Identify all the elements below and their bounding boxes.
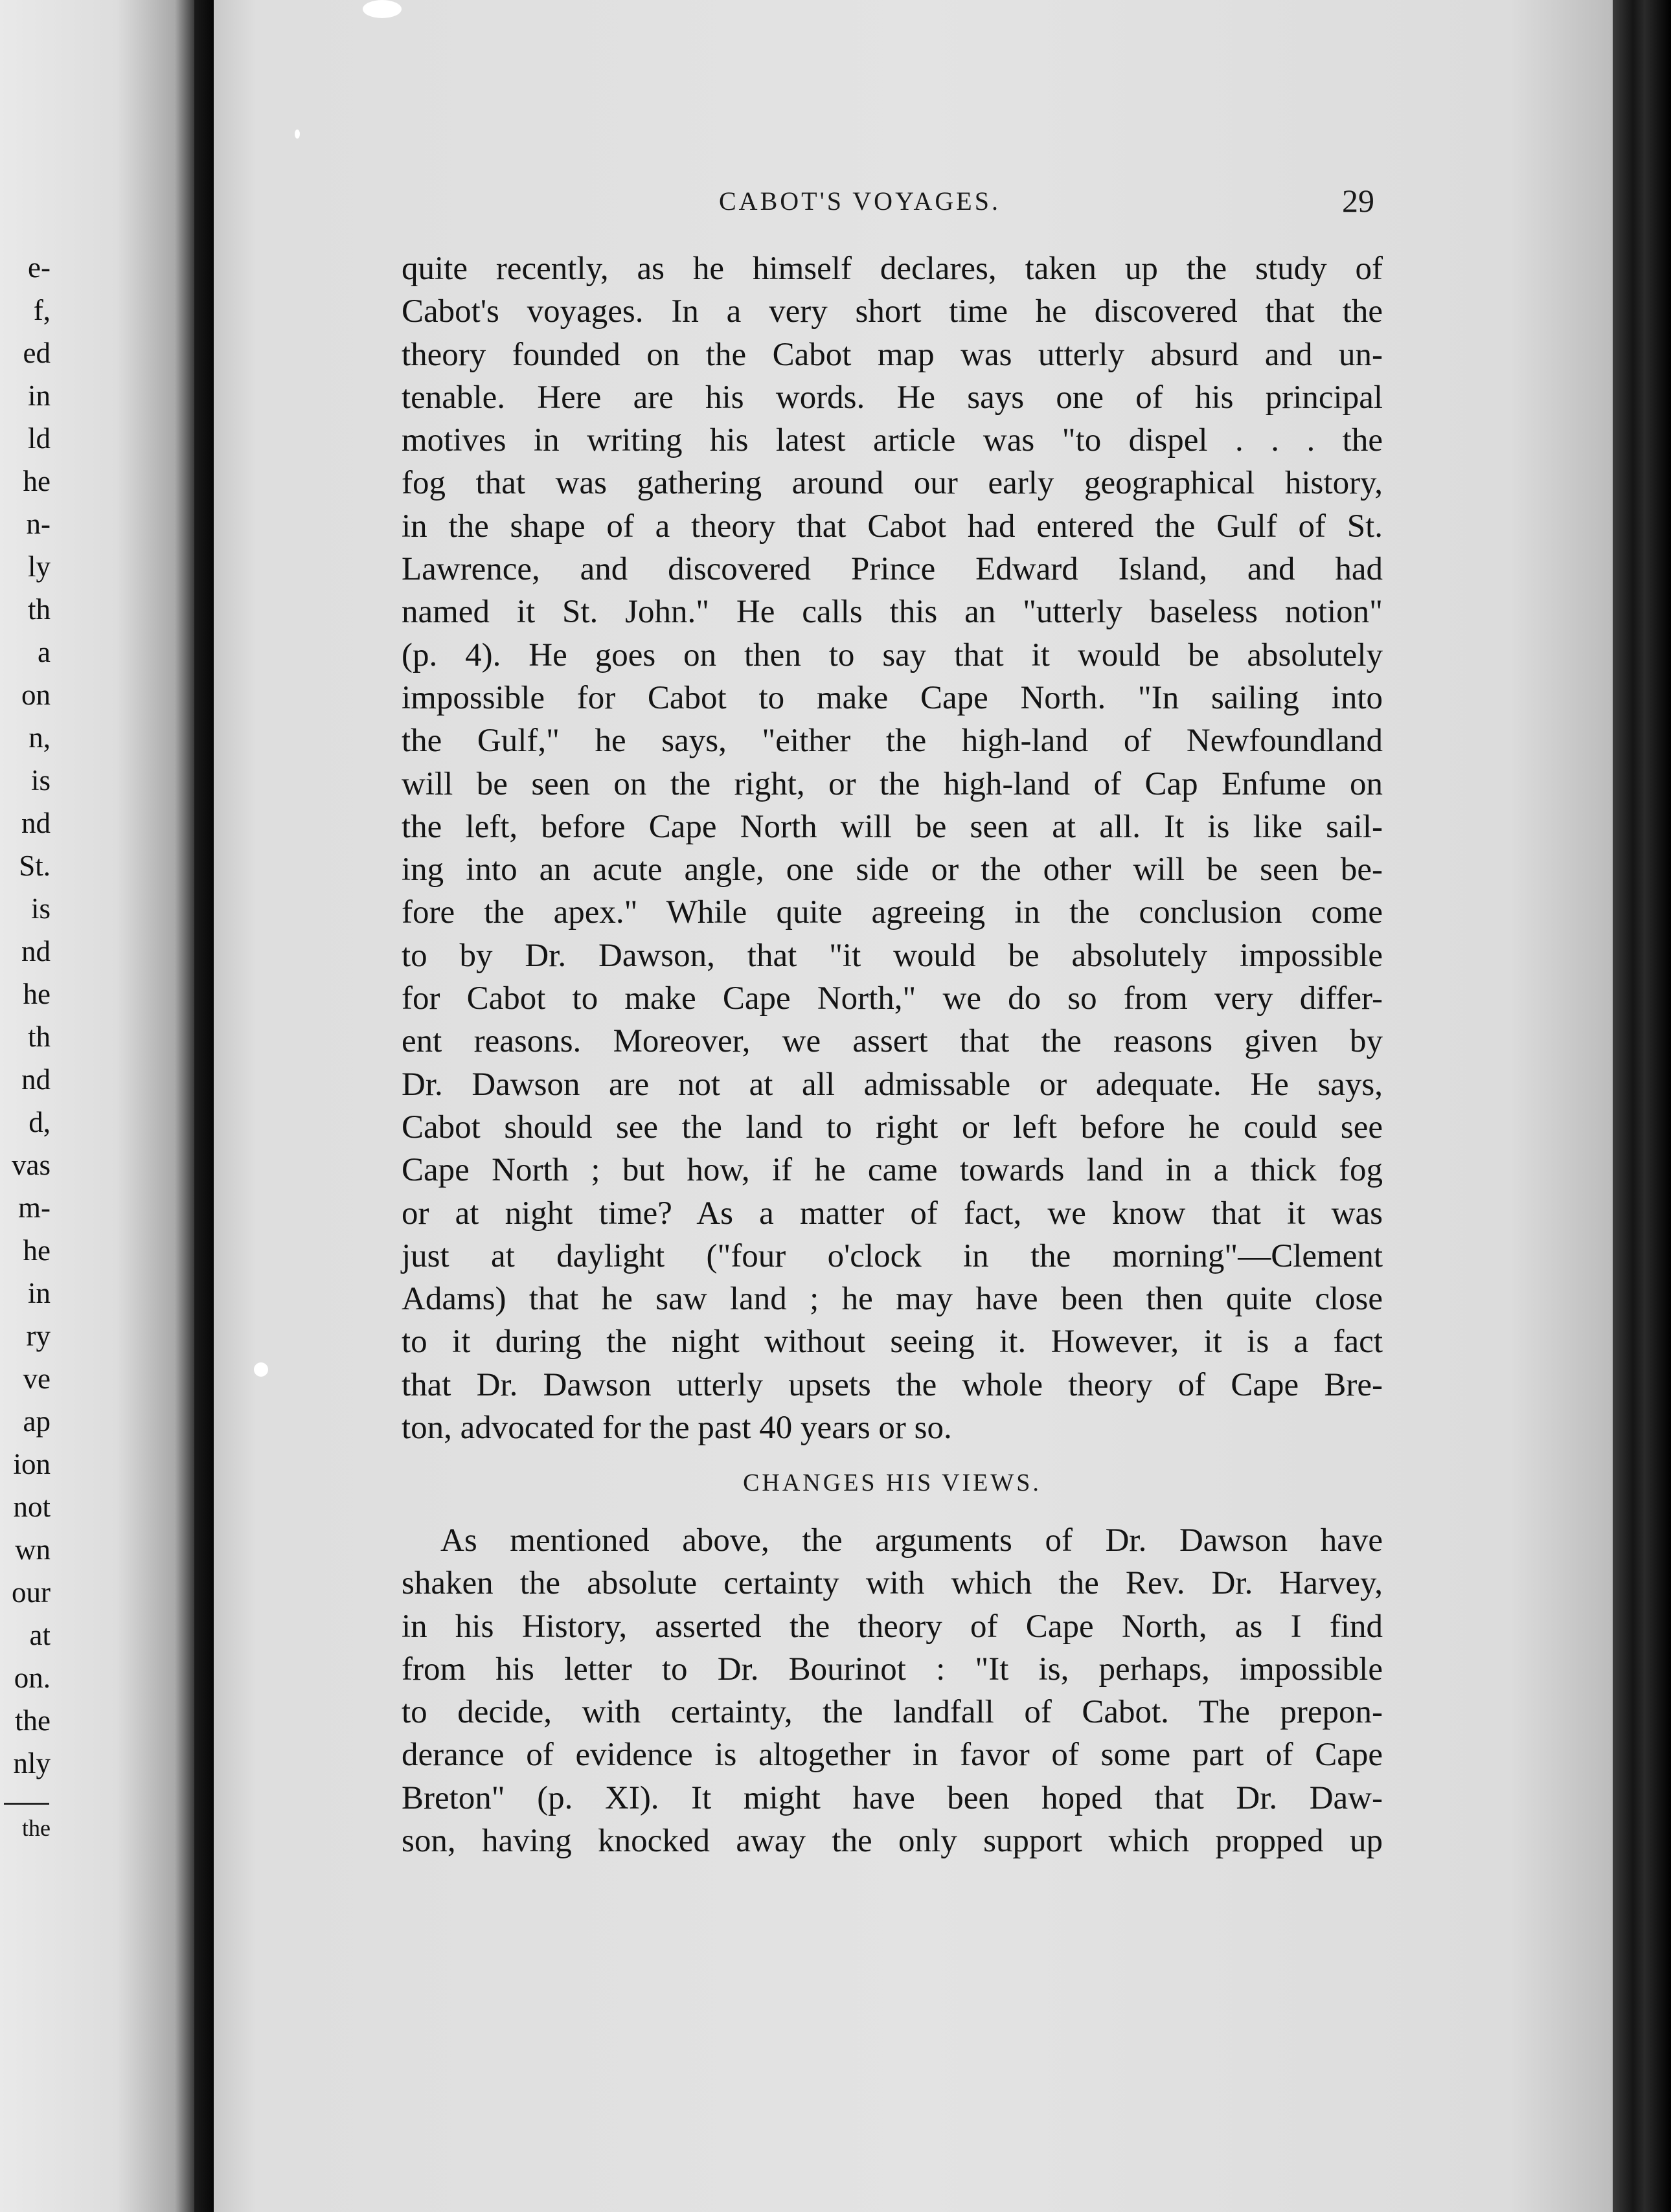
paragraph-1 (402, 247, 1383, 1449)
facing-page-footnote-rule (4, 1803, 49, 1805)
facing-page-fragment: vas (12, 1149, 51, 1181)
facing-page-fragment: th (27, 1021, 51, 1053)
text-line: Lawrence, and discovered Prince Edward Island, and had (402, 551, 1383, 588)
text-line: derance of evidence is altogether in favor of some part of Cape (402, 1737, 1383, 1774)
text-line: (p. 4). He goes on then to say that it would be absolutely (402, 637, 1383, 673)
facing-page-fragment: he (23, 465, 51, 497)
text-line: will be seen on the right, or the high-land of Cap Enfume on (402, 765, 1383, 802)
text-line: for Cabot to make Cape North," we do so from very differ- (402, 980, 1383, 1017)
text-line: ing into an acute angle, one side or the other will be seen be- (402, 852, 1383, 888)
text-line: to by Dr. Dawson, that "it would be absolutely impossible (402, 937, 1383, 974)
text-line: Cabot's voyages. In a very short time he discovered that the (402, 293, 1383, 330)
text-line: fore the apex." While quite agreeing in the conclusion come (402, 894, 1383, 931)
facing-page-fragment: nly (13, 1747, 51, 1779)
running-head: CABOT'S VOYAGES. (719, 186, 1001, 216)
facing-page-fragment: n, (28, 721, 51, 754)
facing-page-fragment: ed (23, 337, 51, 369)
text-line: theory founded on the Cabot map was utterly absurd and un- (402, 336, 1383, 373)
text-line: to it during the night without seeing it. However, it is a fact (402, 1324, 1383, 1360)
text-line: ent reasons. Moreover, we assert that the reasons given by (402, 1023, 1383, 1060)
facing-page-fragment: he (23, 1234, 51, 1267)
facing-page-fragment: ion (13, 1448, 51, 1480)
facing-page-fragment: in (27, 379, 51, 412)
facing-page-fragment: a (38, 636, 51, 668)
facing-page-fragment: m- (18, 1191, 51, 1224)
facing-page-fragment: ly (27, 550, 51, 583)
scan-speck (295, 130, 300, 139)
facing-page-fragment: on (21, 679, 51, 711)
text-line: the Gulf," he says, "either the high-land of Newfoundland (402, 723, 1383, 760)
text-line: son, having knocked away the only support which propped up (402, 1823, 1383, 1860)
facing-page-fragment: is (30, 764, 51, 796)
text-line: Cape North ; but how, if he came towards land in a thick fog (402, 1152, 1383, 1189)
page-number: 29 (1342, 183, 1374, 219)
text-line: tenable. Here are his words. He says one of his principal (402, 379, 1383, 416)
text-line: motives in writing his latest article was "to dispel . . . the (402, 422, 1383, 459)
text-line: that Dr. Dawson utterly upsets the whole theory of Cape Bre- (402, 1366, 1383, 1403)
facing-page-fragment: d, (28, 1106, 51, 1138)
facing-page-fragment: he (23, 978, 51, 1010)
text-line: in the shape of a theory that Cabot had entered the Gulf of St. (402, 508, 1383, 545)
facing-page-fragment: St. (19, 850, 51, 882)
section-heading: CHANGES HIS VIEWS. (743, 1469, 1041, 1496)
page-stack-edge (1613, 0, 1671, 2212)
facing-page-fragment: not (13, 1491, 51, 1523)
facing-page-fragment: in (27, 1277, 51, 1309)
text-line: ton, advocated for the past 40 years or so. (402, 1410, 952, 1447)
text-line: from his letter to Dr. Bourinot : "It is, perhaps, impossible (402, 1651, 1383, 1687)
text-line: impossible for Cabot to make Cape North. "In sailing into (402, 679, 1383, 716)
text-line: shaken the absolute certainty with which the Rev. Dr. Harvey, (402, 1565, 1383, 1602)
facing-page-fragment: ve (23, 1362, 51, 1395)
facing-page-fragment: the (22, 1815, 51, 1841)
facing-page-fragment: ld (27, 422, 51, 455)
text-line: Breton" (p. XI). It might have been hoped that Dr. Daw- (402, 1779, 1383, 1816)
facing-page-fragment: nd (21, 935, 51, 967)
text-line: As mentioned above, the arguments of Dr. Dawson have (440, 1522, 1383, 1559)
facing-page-fragment: e- (28, 251, 51, 284)
facing-page-fragment: ap (23, 1405, 51, 1438)
text-line: in his History, asserted the theory of Cape North, as I find (402, 1608, 1383, 1645)
facing-page-fragment: ry (26, 1320, 51, 1352)
facing-page-edge (0, 0, 194, 2212)
text-line: Dr. Dawson are not at all admissable or adequate. He says, (402, 1066, 1383, 1103)
facing-page-fragment: our (12, 1576, 51, 1608)
text-line: Cabot should see the land to right or left before he could see (402, 1109, 1383, 1146)
facing-page-fragment: on. (14, 1662, 51, 1694)
facing-page-fragment: wn (15, 1533, 51, 1566)
text-line: to decide, with certainty, the landfall of Cabot. The prepon- (402, 1694, 1383, 1731)
facing-page-fragment: at (29, 1619, 51, 1651)
text-line: quite recently, as he himself declares, taken up the study of (402, 251, 1383, 287)
text-line: the left, before Cape North will be seen at all. It is like sail- (402, 808, 1383, 845)
facing-page-fragment: nd (21, 1063, 51, 1096)
paragraph-2 (402, 1519, 1383, 1862)
facing-page-fragment: the (15, 1704, 51, 1737)
text-line: fog that was gathering around our early geographical history, (402, 465, 1383, 502)
scan-speck (254, 1362, 268, 1377)
text-line: named it St. John." He calls this an "utterly baseless notion" (402, 594, 1383, 631)
text-line: or at night time? As a matter of fact, we know that it was (402, 1195, 1383, 1232)
facing-page-fragment: nd (21, 807, 51, 839)
scan-speck (363, 0, 402, 18)
facing-page-fragment: n- (26, 508, 51, 540)
text-line: Adams) that he saw land ; he may have been then quite close (402, 1281, 1383, 1318)
facing-page-fragment: th (27, 593, 51, 626)
facing-page-fragment: f, (33, 294, 51, 326)
facing-page-fragment: is (30, 892, 51, 925)
text-line: just at daylight ("four o'clock in the morning"—Clement (402, 1237, 1383, 1274)
